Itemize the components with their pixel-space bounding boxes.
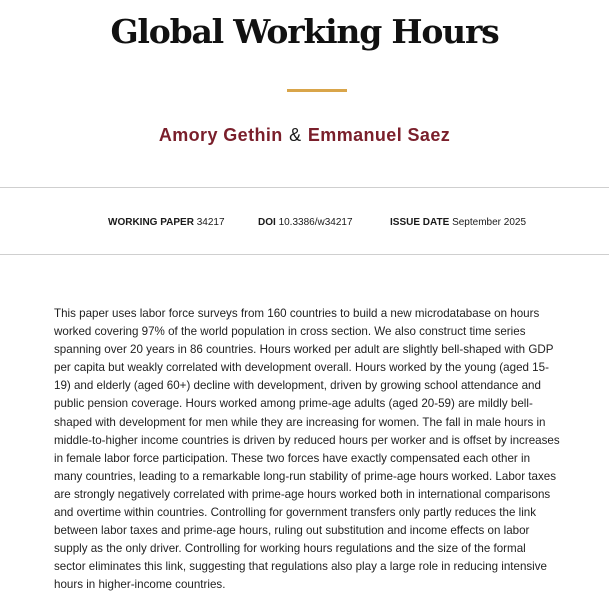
paper-metadata-bar <box>0 187 609 255</box>
author-line <box>0 124 609 146</box>
doi-meta <box>258 216 353 229</box>
abstract-text: This paper uses labor force surveys from 160 countries to build a new microdatabase on hours worked covering 97% of the world population in cross section. We also construct time series spanning over 20 years in 86 countries. Hours worked per adult are slightly bell-shaped with GDP per capita but weakly correlated with development overall. Hours worked by the young (aged 15-19) and elderly (aged 60+) decline with development, driven by growing school attendance and public pension coverage. Hours worked among prime-age adults (aged 20-59) are mildly bell-shaped with development for men while they are increasing for women. The fall in male hours in middle-to-higher income countries is driven by reduced hours per worker and is offset by increases in female labor force participation. These two forces have exactly compensated each other in many countries, leading to a remarkable long-run stability of prime-age hours worked. Labor taxes are strongly negatively correlated with prime-age hours worked both in international comparisons and overtime within countries. Controlling for government transfers only partly reduces the link between labor taxes and prime-age hours, ruling out substitution and income effects on labor supply as the only driver. Controlling for working hours regulations and the size of the formal sector eliminates this link, suggesting that regulations also play a large role in reducing intensive hours in higher-income countries. <box>54 307 560 592</box>
working-paper-label: WORKING PAPER <box>108 217 194 228</box>
title-accent-divider <box>287 89 347 92</box>
doi-value[interactable]: 10.3386/w34217 <box>278 217 353 228</box>
author-link-gethin[interactable]: Amory Gethin <box>158 125 283 145</box>
working-paper-number: 34217 <box>196 217 225 228</box>
doi-label: DOI <box>258 217 276 228</box>
author-link-saez[interactable]: Emmanuel Saez <box>307 125 451 145</box>
page-title: Global Working Hours <box>110 12 499 51</box>
issue-date-label: ISSUE DATE <box>390 217 450 228</box>
working-paper-meta <box>108 216 225 229</box>
author-separator: & <box>289 125 302 145</box>
issue-date-meta <box>390 216 526 229</box>
issue-date-value: September 2025 <box>452 217 527 228</box>
